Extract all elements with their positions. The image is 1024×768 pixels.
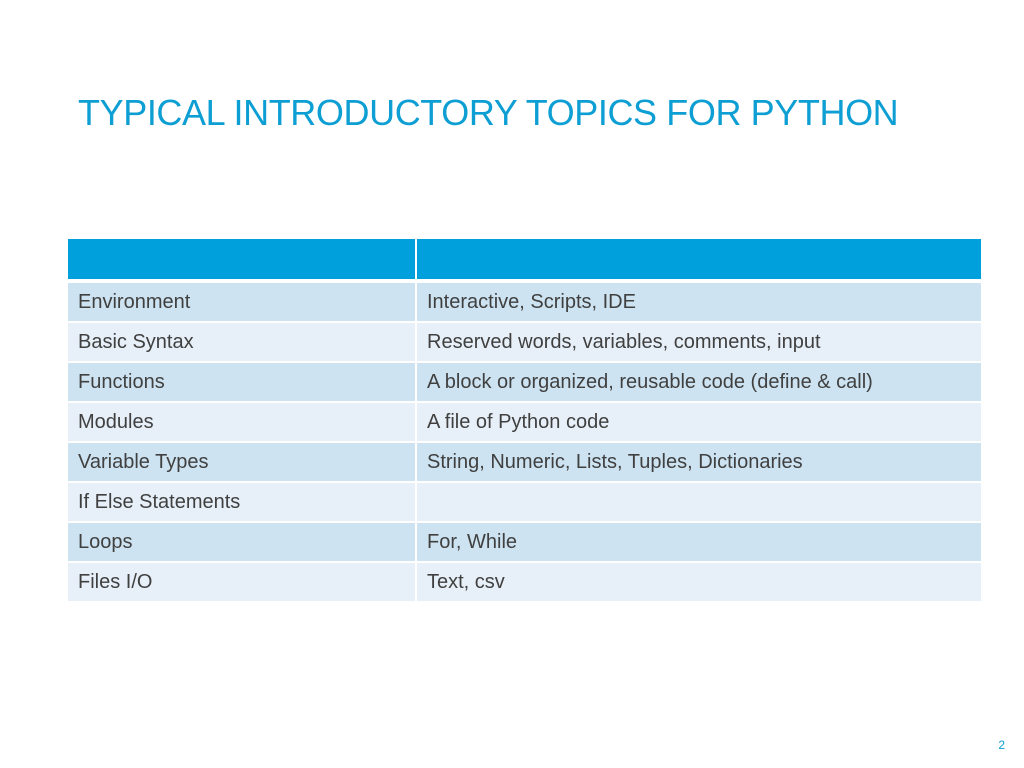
topic-cell: Environment [67, 281, 416, 322]
table-header-detail [416, 238, 982, 281]
page-number: 2 [998, 738, 1005, 752]
table-row [67, 402, 982, 442]
detail-cell: For, While [416, 522, 982, 562]
detail-cell: A block or organized, reusable code (define & call) [416, 362, 982, 402]
table-row [67, 562, 982, 602]
topic-cell: Modules [67, 402, 416, 442]
detail-cell: Reserved words, variables, comments, input [416, 322, 982, 362]
detail-cell: Interactive, Scripts, IDE [416, 281, 982, 322]
detail-cell: A file of Python code [416, 402, 982, 442]
table-header-topic [67, 238, 416, 281]
slide-title: TYPICAL INTRODUCTORY TOPICS FOR PYTHON [78, 92, 899, 133]
topic-cell: Loops [67, 522, 416, 562]
table-row [67, 322, 982, 362]
detail-cell: String, Numeric, Lists, Tuples, Dictionaries [416, 442, 982, 482]
detail-cell [416, 482, 982, 522]
table-row [67, 362, 982, 402]
topic-cell: Files I/O [67, 562, 416, 602]
table-row [67, 482, 982, 522]
table-header-row [67, 238, 982, 281]
detail-cell: Text, csv [416, 562, 982, 602]
table-row [67, 442, 982, 482]
table-row [67, 522, 982, 562]
topic-cell: Functions [67, 362, 416, 402]
table-row [67, 281, 982, 322]
topic-cell: Basic Syntax [67, 322, 416, 362]
topic-cell: Variable Types [67, 442, 416, 482]
topic-cell: If Else Statements [67, 482, 416, 522]
topics-table [66, 237, 983, 603]
